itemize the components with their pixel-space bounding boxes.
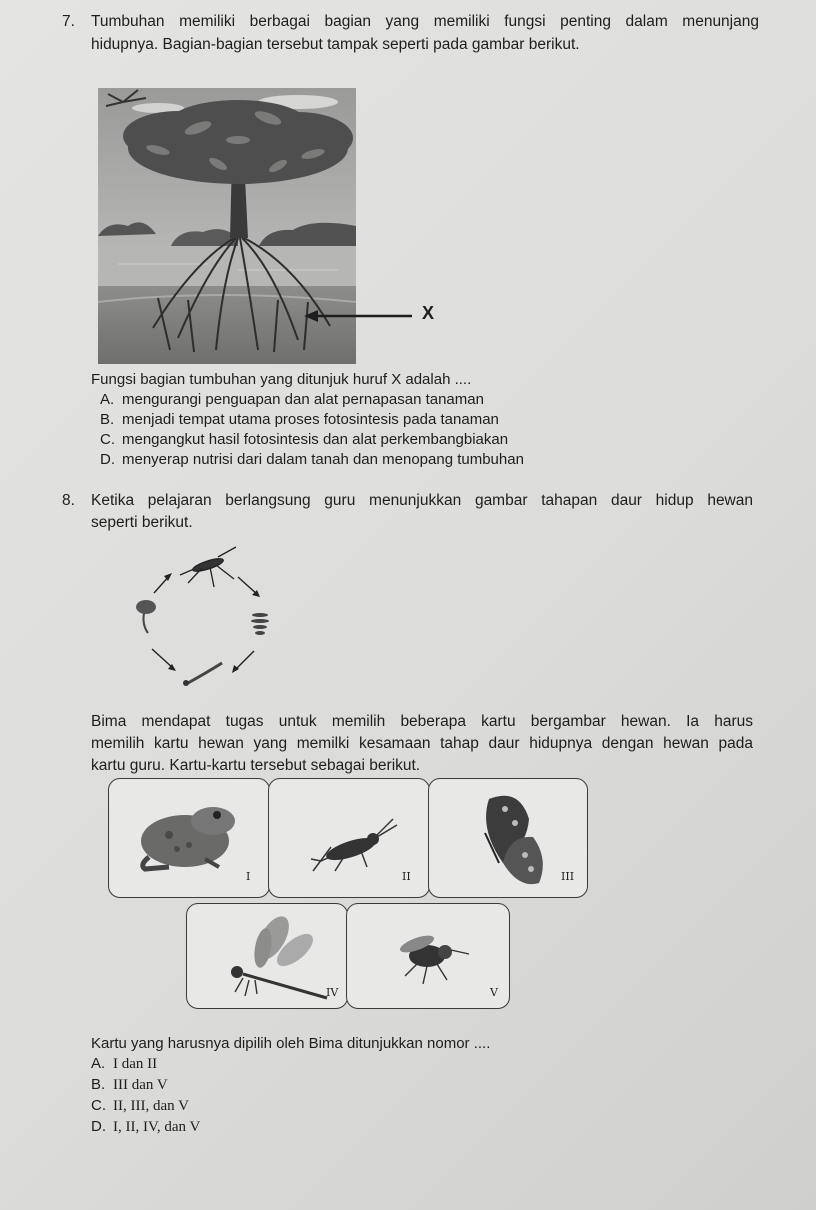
q7-option-b[interactable]: B. menjadi tempat utama proses fotosintesis pada tanaman <box>100 411 499 428</box>
q8-question: Kartu yang harusnya dipilih oleh Bima ditunjukkan nomor .... <box>91 1035 491 1052</box>
card-label-v: V <box>490 986 498 999</box>
card-label-iv: IV <box>326 986 339 999</box>
q7-text-line2: hidupnya. Bagian-bagian tersebut tampak seperti pada gambar berikut. <box>91 36 580 53</box>
q7-text-line1: Tumbuhan memiliki berbagai bagian yang memiliki fungsi penting dalam menunjang <box>91 13 759 30</box>
frog-icon <box>109 779 269 897</box>
pointer-arrow <box>300 304 420 328</box>
q8-option-b[interactable]: B. III dan V <box>91 1076 168 1093</box>
q8-option-d[interactable]: D. I, II, IV, dan V <box>91 1118 201 1135</box>
card-label-i: I <box>246 870 251 883</box>
q7-option-a[interactable]: A. mengurangi penguapan dan alat pernapasan tanaman <box>100 391 484 408</box>
q8-option-c[interactable]: C. II, III, dan V <box>91 1097 189 1114</box>
q8-paragraph-line2: memilih kartu hewan yang memilki kesamaan tahap daur hidupnya dengan hewan pada <box>91 735 753 752</box>
card-label-iii: III <box>561 870 575 883</box>
q8-text-line1: Ketika pelajaran berlangsung guru menunjukkan gambar tahapan daur hidup hewan <box>91 492 753 509</box>
q8-paragraph-line1: Bima mendapat tugas untuk memilih beberapa kartu bergambar hewan. Ia harus <box>91 713 753 730</box>
q8-number: 8. <box>62 492 75 509</box>
q7-option-d[interactable]: D. menyerap nutrisi dari dalam tanah dan menopang tumbuhan <box>100 451 524 468</box>
q7-number: 7. <box>62 13 75 30</box>
animal-card-butterfly[interactable] <box>428 778 588 898</box>
mosquito-life-cycle-diagram <box>118 545 283 690</box>
q7-question: Fungsi bagian tumbuhan yang ditunjuk huruf X adalah .... <box>91 371 472 388</box>
animal-card-cricket[interactable] <box>268 778 430 898</box>
card-label-ii: II <box>402 870 411 883</box>
pointer-label: X <box>422 303 435 323</box>
animal-card-fly[interactable] <box>346 903 510 1009</box>
q8-option-a[interactable]: A. I dan II <box>91 1055 158 1072</box>
animal-card-frog[interactable] <box>108 778 270 898</box>
q8-paragraph-line3: kartu guru. Kartu-kartu tersebut sebagai berikut. <box>91 757 421 774</box>
animal-card-dragonfly[interactable] <box>186 903 348 1009</box>
fly-icon <box>347 904 509 1008</box>
q7-option-c[interactable]: C. mengangkut hasil fotosintesis dan alat perkembangbiakan <box>100 431 509 448</box>
dragonfly-icon <box>187 904 347 1008</box>
q8-text-line2: seperti berikut. <box>91 514 193 531</box>
